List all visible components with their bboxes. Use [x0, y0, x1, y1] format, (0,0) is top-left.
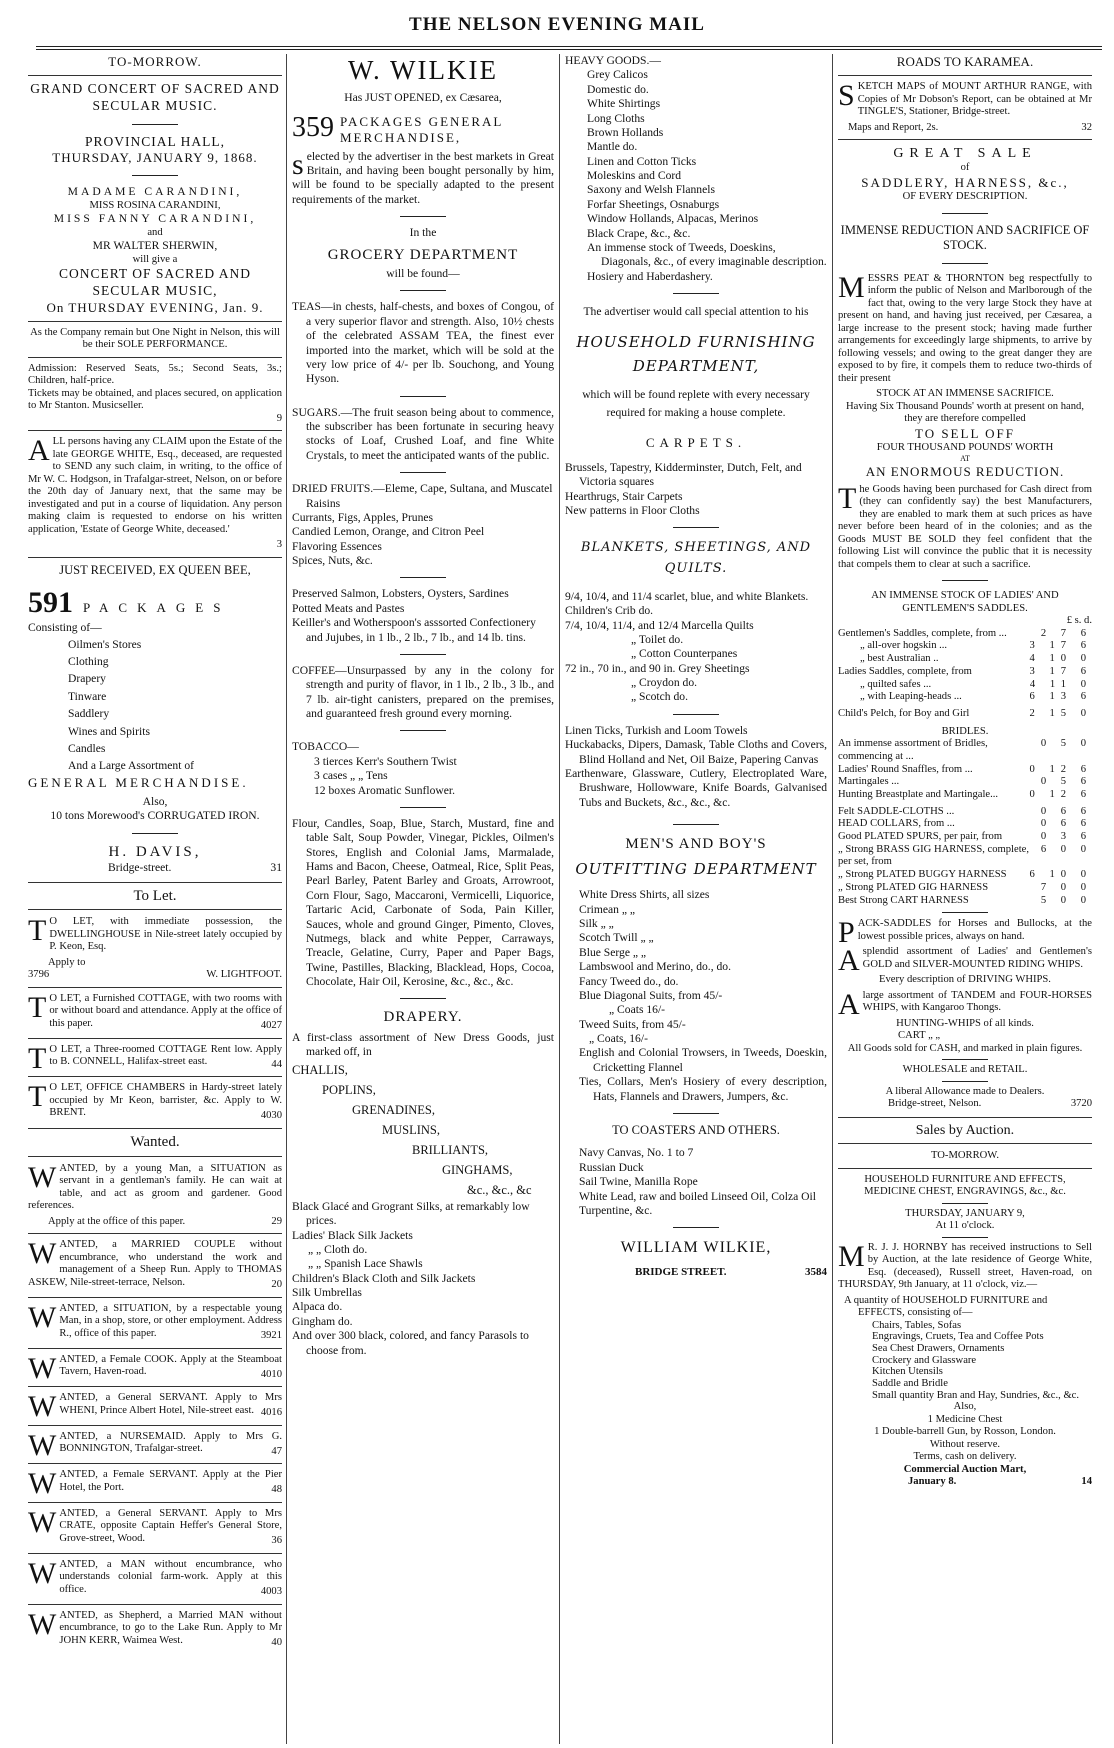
auction-time: At 11 o'clock.: [935, 1220, 995, 1232]
concert-admission: Admission: Reserved Seats, 5s.; Second Seats, 3s.; Children, half-price.: [28, 362, 282, 387]
silk-item: Children's Black Cloth and Silk Jackets: [292, 1271, 476, 1285]
hunting-whips: HUNTING-WHIPS of all kinds.: [896, 1017, 1034, 1029]
davis-iron: 10 tons Morewood's CORRUGATED IRON.: [50, 809, 260, 823]
mens-item: Lambswool and Merino, do., do.: [579, 960, 731, 974]
gun-line: 1 Double-barrell Gun, by Rosson, London.: [874, 1426, 1056, 1438]
ad-ref: 4010: [260, 1368, 282, 1380]
davis-street: Bridge-street.: [108, 861, 172, 875]
performer: MISS FANNY CARANDINI,: [53, 212, 257, 226]
tobacco-item: 3 tierces Kerr's Southern Twist: [314, 754, 457, 768]
preserved-item: Preserved Salmon, Lobsters, Oysters, Sardines: [292, 587, 509, 601]
mart-date: January 8.: [908, 1476, 957, 1488]
without-reserve: Without reserve.: [929, 1438, 1001, 1450]
price-header: £ s. d.: [1066, 615, 1092, 627]
silk-item: Alpaca do.: [292, 1300, 343, 1314]
heavy-goods-heading: HEAVY GOODS.—: [565, 54, 661, 67]
allowance-line: A liberal Allowance made to Dealers.: [885, 1085, 1045, 1097]
bridle-price: 7 0 0: [1040, 881, 1092, 893]
davis-ad: [28, 563, 282, 876]
to-let-apply: Apply to: [48, 956, 86, 968]
bridle-item: „ Strong PLATED BUGGY HARNESS: [838, 869, 1007, 881]
bridle-item: „ Strong PLATED GIG HARNESS: [838, 881, 989, 893]
bridle-price: 0 12 6: [1029, 788, 1092, 800]
furniture-item: Engravings, Cruets, Tea and Coffee Pots: [872, 1331, 1044, 1343]
bridle-item: HEAD COLLARS, from ...: [838, 818, 955, 830]
heavy-item: Forfar Sheetings, Osnaburgs: [587, 197, 720, 211]
cash-line: All Goods sold for CASH, and marked in plain figures.: [847, 1042, 1083, 1054]
to-let-ad: TO LET, a Furnished COTTAGE, with two rooms with or without board and attendance. Apply at the office of this paper.: [28, 990, 282, 1029]
mens-item: „ Coats, 16/-: [589, 1032, 648, 1046]
to-let-contact: W. LIGHTFOOT.: [206, 969, 282, 981]
blanket-item: „ Cotton Counterpanes: [631, 647, 738, 661]
auction-heading: Sales by Auction.: [838, 1117, 1092, 1144]
newspaper-title: THE NELSON EVENING MAIL: [409, 14, 705, 35]
saddle-item: Child's Pelch, for Boy and Girl: [838, 707, 970, 719]
driving-whips: Every description of DRIVING WHIPS.: [879, 974, 1051, 986]
column-1: [28, 54, 282, 1744]
every-description: OF EVERY DESCRIPTION.: [902, 191, 1028, 203]
dried-item: Flavoring Essences: [292, 539, 382, 553]
mens-item: „ Coats 16/-: [609, 1003, 666, 1017]
linen-item: Huckabacks, Dipers, Damask, Table Cloths and Covers, Blind Holland and Net, Oil Baize, Papering Canvas: [565, 738, 827, 766]
furniture-item: Small quantity Bran and Hay, Sundries, &c., &c.: [872, 1389, 1080, 1401]
mens-item: Crimean „ „: [579, 902, 636, 916]
column-4: [838, 54, 1092, 1744]
attention-line: The advertiser would call special attention to his: [583, 305, 809, 318]
wanted-ad: WANTED, a MARRIED COUPLE without encumbrance, who understand the work and management of a Sheep Run. Apply to THOMAS ASKEW, Nile-street-terrace, Nelson.: [28, 1237, 282, 1288]
concert-evening: On THURSDAY EVENING, Jan. 9.: [46, 299, 264, 315]
enormous-reduction: AN ENORMOUS REDUCTION.: [865, 463, 1065, 479]
heavy-item: Saxony and Welsh Flannels: [587, 183, 715, 197]
terms-line: Terms, cash on delivery.: [913, 1451, 1017, 1463]
grocery-heading: GROCERY DEPARTMENT: [327, 247, 519, 264]
mens-item: Tweed Suits, from 45/-: [579, 1017, 686, 1031]
silk-item: Ladies' Black Silk Jackets: [292, 1228, 413, 1242]
davis-heading: JUST RECEIVED, EX QUEEN BEE,: [59, 562, 251, 577]
four-thousand: FOUR THOUSAND POUNDS' WORTH: [876, 441, 1054, 453]
saddle-price: 4 10 0: [1029, 653, 1092, 665]
preserved-item: Keiller's and Wotherspoon's asssorted Confectionery and Jujubes, in 1 lb., 2 lb., 7 lb., and 14 lb. tins.: [292, 616, 536, 644]
masthead: [0, 0, 1114, 44]
concert-tickets: Tickets may be obtained, and places secured, on application to Mr Stanton. Musicseller.: [28, 387, 282, 412]
peat-thornton-ad: MESSRS PEAT & THORNTON beg respectfully to inform the public of Nelson and Marlborough of the fact that, owing to the very large Stock they have at present on hand, and having just received, per Cæsarea, a large increase to the present stock; having made further arrangements for exceedingly large shipments, to arrive by following vessels; and owing to the great danger they are exposed to by fire, it compels them to reduce two-thirds of their present: [838, 270, 1092, 384]
carpet-item: Hearthrugs, Stair Carpets: [565, 489, 683, 503]
blankets-heading: BLANKETS, SHEETINGS, AND QUILTS.: [580, 540, 812, 577]
bridle-item: Hunting Breastplate and Martingale...: [838, 788, 999, 800]
concert-when: TO-MORROW.: [108, 54, 202, 69]
quantity-line: A quantity of HOUSEHOLD FURNITURE and EFFECTS, consisting of—: [844, 1294, 1048, 1319]
to-let-ad: TO LET, a Three-roomed COTTAGE Rent low. Apply to B. CONNELL, Halifax-street east.: [28, 1041, 282, 1075]
great-sale-of: of: [960, 162, 970, 174]
mens-item: Blue Serge „ „: [579, 945, 647, 959]
furniture-item: Crockery and Glassware: [872, 1354, 977, 1366]
carpets-heading: CARPETS.: [645, 434, 747, 450]
roads-heading: ROADS TO KARAMEA.: [896, 54, 1034, 69]
riding-whips: Asplendid assortment of Ladies' and Gentlemen's GOLD and SILVER-MOUNTED RIDING WHIPS.: [838, 944, 1092, 978]
wanted-ad: WANTED, a General SERVANT. Apply to Mrs WHENI, Prince Albert Hotel, Nile-street east.: [28, 1390, 282, 1424]
bridle-price: 6 10 0: [1029, 869, 1092, 881]
pack-saddles: PACK-SADDLES for Horses and Bullocks, at the lowest possible prices, always on hand.: [838, 916, 1092, 950]
coffee-paragraph: COFFEE—Unsurpassed by any in the colony for strength and purity of flavor, in 1 lb., 2 lb., 3 lb., and 7 lb. air-tight canisters, prepared on the premises, and guaranteed fresh ground every morning.: [292, 663, 554, 721]
bridle-price: 0 5 0: [1040, 738, 1092, 750]
davis-item: Tinware: [68, 689, 107, 703]
ad-ref: 3796: [28, 969, 50, 981]
blanket-item: 7/4, 10/4, 11/4, and 12/4 Marcella Quilts: [565, 618, 754, 632]
saddle-price: 4 11 0: [1029, 678, 1092, 690]
silk-item: Gingham do.: [292, 1314, 353, 1328]
davis-item: Clothing: [68, 655, 109, 669]
mens-item: Silk „ „: [579, 917, 614, 931]
furniture-item: Chairs, Tables, Sofas: [872, 1319, 962, 1331]
linen-item: Linen Ticks, Turkish and Loom Towels: [565, 723, 748, 737]
concert-subtitle: CONCERT OF SACRED AND SECULAR MUSIC,: [58, 266, 252, 298]
fabric: MUSLINS,: [382, 1122, 440, 1137]
concert-title: GRAND CONCERT OF SACRED AND SECULAR MUSIC.: [30, 81, 280, 113]
saddle-item: Ladies Saddles, complete, from: [838, 665, 972, 677]
column-divider: [286, 54, 287, 1744]
fabric: CHALLIS,: [292, 1062, 348, 1077]
saddles-heading: AN IMMENSE STOCK OF LADIES' AND GENTLEMEN'S SADDLES.: [871, 590, 1059, 614]
goods-paragraph: The Goods having been purchased for Cash direct from (they can confidently say) the best Manufacturers, they are enabled to mark them at such prices as have never before been heard of in the colonies; and as the Goods MUST BE SOLD they feel confident that the following List will convince the public that it is necessity that compels them to clear at such a sacrifice.: [838, 481, 1092, 570]
household-heading: HOUSEHOLD FURNISHING DEPARTMENT,: [576, 332, 816, 375]
household-replete: which will be found replete with every necessary required for making a house complete.: [582, 387, 810, 420]
carpet-item: Brussels, Tapestry, Kidderminster, Dutch, Felt, and Victoria squares: [565, 460, 802, 489]
saddle-price: 2 15 0: [1029, 707, 1092, 719]
ad-ref: 44: [271, 1058, 282, 1070]
to-let-ad: TO LET, with immediate possession, the DWELLINGHOUSE in Nile-street lately occupied by P. Keon, Esq.: [28, 914, 282, 953]
wanted-heading: Wanted.: [28, 1128, 282, 1157]
column-divider: [559, 54, 560, 1744]
sell-off: TO SELL OFF: [914, 425, 1015, 441]
saddle-price: 2 7 6: [1040, 627, 1092, 639]
davis-item: Drapery: [68, 672, 106, 686]
heavy-item: Mantle do.: [587, 140, 638, 154]
performer: and: [147, 226, 163, 238]
saddle-item: Gentlemen's Saddles, complete, from ...: [838, 627, 1007, 639]
bridle-item: Felt SADDLE-CLOTHS ...: [838, 805, 955, 817]
ad-ref: 3921: [260, 1330, 282, 1342]
claim-notice: ALL persons having any CLAIM upon the Estate of the late GEORGE WHITE, Esq., deceased, are requested to SEND any such claim, in writing, to the office of Mr W. C. Hodgson, in Trafalgar-street, Nelson, on or before the 20th day of January next, that the same may be investigated and put in a course of liquidation. Any person making claim is requested to endorse on his written application, 'Estate of George White, deceased.': [28, 434, 282, 535]
heavy-item: Hosiery and Haberdashery.: [587, 269, 713, 283]
coaster-item: Turpentine, &c.: [579, 1203, 653, 1217]
heavy-item: Domestic do.: [587, 82, 649, 96]
davis-item: Saddlery: [68, 707, 110, 721]
ad-ref: 14: [1081, 1476, 1092, 1488]
performer: MR WALTER SHERWIN,: [92, 239, 218, 253]
ad-ref: 31: [270, 861, 282, 875]
ad-ref: 20: [271, 1279, 282, 1291]
drapery-intro: A first-class assortment of New Dress Goods, just marked off, in: [292, 1031, 554, 1059]
wilkie-street: BRIDGE STREET.: [635, 1266, 727, 1279]
heavy-item: Window Hollands, Alpacas, Merinos: [587, 212, 759, 226]
tobacco-item: 12 boxes Aromatic Sunflower.: [314, 783, 456, 797]
wilkie-packages: PACKAGES GENERAL MERCHANDISE,: [340, 113, 503, 146]
at-line: AT: [960, 454, 970, 464]
concert-date: THURSDAY, JANUARY 9, 1868.: [52, 150, 258, 166]
mens-item: Ties, Collars, Men's Hosiery of every description, Hats, Flannels and Drawers, Jumpers, &c.: [579, 1075, 827, 1103]
davis-general: GENERAL MERCHANDISE.: [28, 774, 249, 790]
bridles-heading: BRIDLES.: [941, 725, 989, 737]
coaster-item: Sail Twine, Manilla Rope: [579, 1175, 698, 1189]
wanted-ad: WANTED, a NURSEMAID. Apply to Mrs G. BONNINGTON, Trafalgar-street.: [28, 1428, 282, 1462]
ad-ref: 3720: [1070, 1098, 1092, 1110]
wholesale-line: WHOLESALE and RETAIL.: [902, 1064, 1028, 1076]
saddle-price: 6 13 6: [1029, 691, 1092, 703]
concert-venue: PROVINCIAL HALL,: [85, 133, 225, 149]
blanket-item: „ Croydon do.: [631, 676, 698, 690]
bridle-price: 0 3 6: [1040, 831, 1092, 843]
column-2: [292, 54, 554, 1744]
davis-consisting: Consisting of—: [28, 621, 102, 635]
wilkie-signature: WILLIAM WILKIE,: [620, 1239, 772, 1257]
bridle-price: 6 0 0: [1040, 843, 1092, 855]
performer: MISS ROSINA CARANDINI,: [89, 199, 221, 211]
davis-item: Candles: [68, 742, 106, 756]
blanket-item: „ Scotch do.: [631, 690, 688, 704]
to-let-ad: TO LET, OFFICE CHAMBERS in Hardy-street lately occupied by Mr Keon, barrister, &c. Apply to W. BRENT.: [28, 1080, 282, 1119]
having-line: Having Six Thousand Pounds' worth at present on hand, they are therefore compelled: [846, 400, 1084, 425]
ad-ref: 48: [271, 1484, 282, 1496]
mens-item: Scotch Twill „ „: [579, 931, 654, 945]
bridle-price: 0 5 6: [1040, 776, 1092, 788]
mens-heading: MEN'S AND BOY'S: [625, 836, 767, 853]
saddlery-heading: SADDLERY, HARNESS, &c.,: [861, 174, 1069, 190]
wanted-tail: Apply at the office of this paper.: [48, 1215, 186, 1227]
blanket-item: 9/4, 10/4, and 11/4 scarlet, blue, and white Blankets.: [565, 589, 809, 603]
davis-name: H. DAVIS,: [108, 843, 202, 860]
fabric: POPLINS,: [322, 1082, 376, 1097]
ad-ref: 4030: [260, 1109, 282, 1121]
wilkie-name: W. WILKIE: [348, 55, 498, 85]
bridle-item: Ladies' Round Snaffles, from ...: [838, 763, 973, 775]
coaster-item: White Lead, raw and boiled Linseed Oil, Colza Oil: [579, 1189, 816, 1203]
ad-ref: 4027: [260, 1020, 282, 1032]
bridle-price: 0 6 6: [1040, 818, 1092, 830]
bridle-item: „ Strong BRASS GIG HARNESS, complete, per set, from: [838, 843, 1029, 868]
davis-number: 591: [28, 586, 73, 620]
heavy-item: Grey Calicos: [587, 68, 648, 82]
heavy-item: An immense stock of Tweeds, Doeskins, Diagonals, &c., of every imaginable description.: [587, 240, 827, 269]
peat-address: Bridge-street, Nelson.: [888, 1098, 982, 1110]
fabric: GINGHAMS,: [442, 1162, 513, 1177]
bridle-item: Martingales ...: [838, 776, 900, 788]
ad-ref: 4003: [260, 1586, 282, 1598]
coaster-item: Russian Duck: [579, 1160, 644, 1174]
auction-also: Also,: [953, 1401, 977, 1413]
heavy-item: White Shirtings: [587, 97, 661, 111]
auction-title: HOUSEHOLD FURNITURE AND EFFECTS, MEDICINE CHEST, ENGRAVINGS, &c., &c.: [864, 1173, 1066, 1198]
ad-ref: 4016: [260, 1407, 282, 1419]
mens-item: English and Colonial Trowsers, in Tweeds, Doeskin, Cricketting Flannel: [579, 1046, 827, 1074]
blanket-item: 72 in., 70 in., and 90 in. Grey Sheetings: [565, 661, 750, 675]
concert-ad: [28, 54, 282, 425]
tandem-whips: Alarge assortment of TANDEM and FOUR-HORSES WHIPS, with Kangaroo Thongs.: [838, 987, 1092, 1021]
heavy-item: Linen and Cotton Ticks: [587, 154, 697, 168]
auction-mart: Commercial Auction Mart,: [903, 1463, 1027, 1475]
auction-date: THURSDAY, JANUARY 9,: [905, 1207, 1025, 1219]
davis-item: Oilmen's Stores: [68, 637, 142, 651]
dried-fruits: DRIED FRUITS.—Eleme, Cape, Sultana, and Muscatel Raisins: [292, 482, 553, 510]
silk-item: Black Glacé and Grogrant Silks, at remarkably low prices.: [292, 1199, 530, 1228]
immense-heading: IMMENSE REDUCTION AND SACRIFICE OF STOCK.: [840, 222, 1090, 253]
bridle-item: An immense assortment of Bridles, commencing at ...: [838, 738, 988, 762]
dried-item: Spices, Nuts, &c.: [292, 554, 373, 568]
heavy-item: Brown Hollands: [587, 125, 664, 139]
davis-also: Also,: [142, 794, 168, 808]
grocery-found: will be found—: [386, 267, 460, 281]
saddle-price: 3 17 6: [1029, 640, 1092, 652]
mens-item: Blue Diagonal Suits, from 45/-: [579, 988, 723, 1002]
teas-paragraph: TEAS—in chests, half-chests, and boxes of Congou, of a very superior flavor and strength. Also, 10½ chests of the celebrated ASSAM TEA, the finest ever imported into the market, which will be sold at the very low price of 4/- per lb. Souchong, and Young Hyson.: [292, 300, 554, 386]
ad-ref: 47: [271, 1445, 282, 1457]
tobacco-item: 3 cases „ „ Tens: [314, 769, 388, 783]
wilkie-opened: Has JUST OPENED, ex Cæsarea,: [344, 91, 502, 105]
drapery-heading: DRAPERY.: [383, 1009, 463, 1026]
hornby-ad: MR. J. J. HORNBY has received instructions to Sell by Auction, at the late residence of George White, Esq. (deceased), Russell street, Haven-road, on THURSDAY, 9th January, at 11 o'clock, viz.—: [838, 1239, 1092, 1291]
bridle-price: 0 12 6: [1029, 763, 1092, 775]
saddle-item: „ best Australian ..: [860, 653, 939, 665]
bridle-item: Best Strong CART HARNESS: [838, 894, 969, 906]
preserved-item: Potted Meats and Pastes: [292, 601, 405, 615]
carpet-item: New patterns in Floor Cloths: [565, 503, 700, 517]
heavy-item: Long Cloths: [587, 111, 645, 125]
wanted-ad: WANTED, a MAN without encumbrance, who understands colonial farm-work. Apply at this office.: [28, 1556, 282, 1595]
performer: MADAME CARANDINI,: [67, 185, 243, 199]
ad-ref: 32: [1081, 121, 1092, 133]
tobacco-heading: TOBACCO—: [292, 740, 359, 754]
ad-ref: 40: [271, 1637, 282, 1649]
wanted-ad: WANTED, by a young Man, a SITUATION as servant in a gentleman's family. He can wait at table, and act as groom and gardener. Good references.: [28, 1160, 282, 1212]
wanted-ad: WANTED, as Shepherd, a Married MAN without encumbrance, to go to the Lake Run. Apply to Mr JOHN KERR, Waimea West.: [28, 1607, 282, 1646]
saddle-item: „ quilted safes ...: [860, 678, 932, 690]
wilkie-number: 359: [292, 113, 334, 143]
cart-whips: CART „ „: [898, 1030, 941, 1042]
furniture-item: Saddle and Bridle: [872, 1377, 948, 1389]
maps-price: Maps and Report, 2s.: [848, 121, 939, 133]
fabric: BRILLIANTS,: [412, 1142, 489, 1157]
davis-packages: PACKAGES: [83, 600, 231, 616]
to-let-heading: To Let.: [28, 882, 282, 911]
heavy-item: Moleskins and Cord: [587, 169, 682, 182]
saddle-item: „ with Leaping-heads ...: [860, 691, 962, 703]
sketch-maps-ad: SKETCH MAPS of MOUNT ARTHUR RANGE, with Copies of Mr Dobson's Report, can be obtained at Mr TINGLE'S, Stationer, Bridge-street.: [838, 79, 1092, 118]
stock-sacrifice: STOCK AT AN IMMENSE SACRIFICE.: [876, 388, 1054, 400]
bridle-price: 5 0 0: [1040, 894, 1092, 906]
ad-ref: 36: [271, 1535, 282, 1547]
bridle-price: 0 6 6: [1040, 805, 1092, 817]
wanted-ad: WANTED, a SITUATION, by a respectable young Man, in a shop, store, or other employment. Address R., office of this paper.: [28, 1300, 282, 1339]
blanket-item: Children's Crib do.: [565, 604, 654, 618]
fabric: &c., &c., &c: [467, 1182, 532, 1197]
fabric: GRENADINES,: [352, 1102, 435, 1117]
medicine-chest: 1 Medicine Chest: [927, 1413, 1003, 1425]
flour-paragraph: Flour, Candles, Soap, Blue, Starch, Mustard, fine and table Salt, Soup Powder, Vinegar, Pickles, Oilmen's Stores, English and Colonial Jams, Marmalade, Hams and Bacon, Cheese, Oatmeal, Rice, Split Peas, Pearl Barley, Patent Barley and Groats, Arrowroot, Corn Flour, Sago, Maccaroni, Vermicelli, Liquorice, Tartaric Acid, Carbonate of Soda, Pain Killer, Sauces, whole and ground Ginger, Pimento, Cloves, Nutmegs, black and white Pepper, Carraways, Treacle, Gelatine, Curry, Paper and Paper Bags, Twine, Pastilles, Blacking, Blacklead, Hops, Cocoa, Chocolate, Hair Oil, Kerosine, &c., &c., &c.: [292, 816, 554, 989]
ad-ref: 29: [271, 1215, 282, 1227]
auction-when: TO-MORROW.: [931, 1150, 999, 1162]
wanted-ad: WANTED, a Female COOK. Apply at the Steamboat Tavern, Haven-road.: [28, 1351, 282, 1385]
wilkie-selected: selected by the advertiser in the best markets in Great Britain, and having been bought personally by him, will be found to be specially adapted to the present requirements of the market.: [292, 147, 554, 206]
masthead-rule: [36, 46, 1102, 50]
mens-item: White Dress Shirts, all sizes: [579, 888, 710, 902]
wilkie-in-the: In the: [409, 226, 437, 240]
ad-ref: 9: [276, 412, 282, 424]
column-divider: [832, 54, 833, 1744]
dried-item: Candied Lemon, Orange, and Citron Peel: [292, 525, 485, 539]
furniture-item: Kitchen Utensils: [872, 1366, 943, 1378]
silk-item: „ „ Cloth do.: [308, 1242, 368, 1256]
davis-item: Wines and Spirits: [68, 724, 150, 738]
wanted-ad: WANTED, a General SERVANT. Apply to Mrs CRATE, opposite Captain Heffer's General Store, Grove-street, Wood.: [28, 1505, 282, 1544]
blanket-item: „ Toilet do.: [631, 632, 684, 646]
performer: will give a: [132, 253, 178, 265]
sugars-paragraph: SUGARS.—The fruit season being about to commence, the subscriber has been fortunate in securing heavy stocks of Loaf, Crushed Loaf, and fine White Crystals, to meet the anticipated wants of the public.: [292, 405, 554, 462]
davis-item: And a Large Assortment of: [68, 759, 195, 773]
dried-item: Currants, Figs, Apples, Prunes: [292, 510, 434, 524]
concert-note: As the Company remain but One Night in Nelson, this will be their SOLE PERFORMANCE.: [30, 326, 280, 351]
furniture-item: Sea Chest Drawers, Ornaments: [872, 1342, 1005, 1354]
outfitting-heading: OUTFITTING DEPARTMENT: [575, 859, 817, 878]
bridle-item: Good PLATED SPURS, per pair, from: [838, 831, 1003, 843]
silk-item: Silk Umbrellas: [292, 1286, 362, 1300]
coasters-heading: TO COASTERS AND OTHERS.: [612, 1122, 780, 1137]
great-sale-heading: GREAT SALE: [893, 146, 1037, 162]
saddle-price: 3 17 6: [1029, 665, 1092, 677]
silk-item: And over 300 black, colored, and fancy Parasols to choose from.: [292, 1329, 529, 1357]
ad-ref: 3584: [805, 1266, 827, 1279]
column-3: [565, 54, 827, 1744]
linen-item: Earthenware, Glassware, Cutlery, Electroplated Ware, Brushware, Hollowware, Knife Boards, Galvanised Tubs and Buckets, &c., &c., &c.: [565, 766, 827, 809]
silk-item: „ „ Spanish Lace Shawls: [308, 1257, 423, 1271]
mens-item: Fancy Tweed do., do.: [579, 974, 679, 988]
coaster-item: Navy Canvas, No. 1 to 7: [579, 1146, 694, 1160]
saddle-item: „ all-over hogskin ...: [860, 640, 948, 652]
ad-ref: 3: [276, 539, 282, 551]
heavy-item: Black Crape, &c., &c.: [587, 226, 691, 240]
wanted-ad: WANTED, a Female SERVANT. Apply at the Pier Hotel, the Port.: [28, 1467, 282, 1501]
